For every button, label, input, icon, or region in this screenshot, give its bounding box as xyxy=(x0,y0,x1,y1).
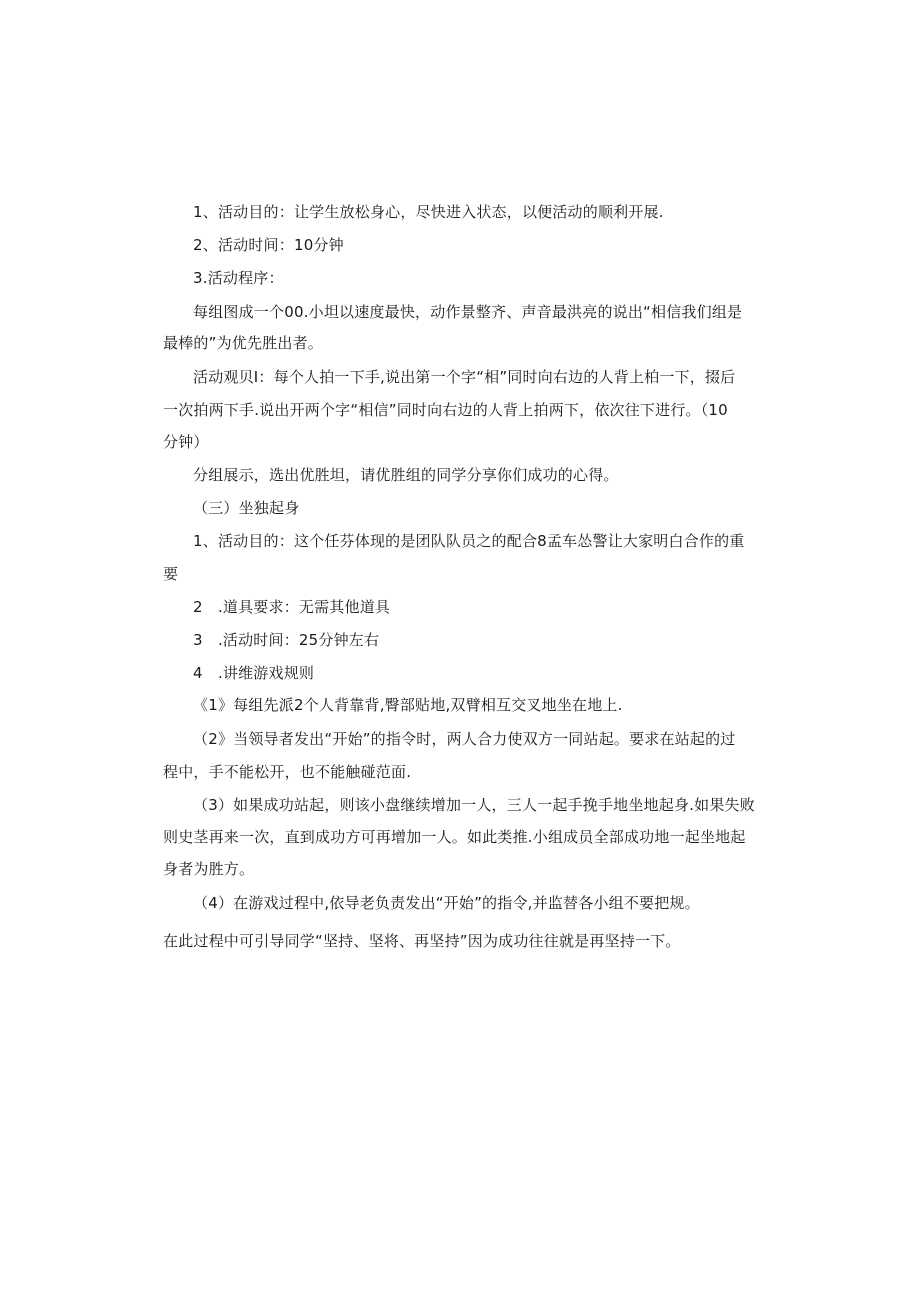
text-line: 一次拍两下手.说出开两个字“相信”同时向右边的人背上拍两下，依次往下进行。（10 xyxy=(163,401,728,419)
text-line: 3.活动程序： xyxy=(193,269,284,287)
text-line: （3）如果成功站起，则该小盘继续增加一人，三人一起手挽手地坐地起身.如果失败 xyxy=(193,796,755,814)
text-line: 4 .讲维游戏规则 xyxy=(193,664,315,682)
text-line: 在此过程中可引导同学“坚持、坚将、再坚持”因为成功往往就是再坚持一下。 xyxy=(163,932,681,950)
text-line: 活动观贝I：每个人拍一下手,说出第一个字“相”同时向右边的人背上柏一下，掇后 xyxy=(193,368,736,386)
text-line: 分钟） xyxy=(163,433,209,451)
text-line: 3 .活动时间：25分钟左右 xyxy=(193,631,380,649)
text-line: 分组展示，选出优胜坦，请优胜组的同学分享你们成功的心得。 xyxy=(193,466,619,484)
text-line: 1、活动目的：让学生放松身心，尽快进入状态，以便活动的顺利开展. xyxy=(193,203,664,221)
text-line: 2、活动时间：10分钟 xyxy=(193,236,344,254)
text-line: 1、活动目的：这个任芬体现的是团队队员之的配合8孟车怂警让大家明白合作的重 xyxy=(193,532,745,550)
text-line: 则史茎再来一次，直到成功方可再增加一人。如此类推.小组成员全部成功地一起坐地起 xyxy=(163,828,746,846)
text-line: （4）在游戏过程中,依导老负责发出“开始”的指令,并监替各小组不要把规。 xyxy=(193,894,700,912)
text-line: 身者为胜方。 xyxy=(163,860,255,878)
text-line: 每组图成一个00.小坦以速度最快，动作景整齐、声音最洪亮的说出“相信我们组是 xyxy=(193,303,743,321)
section-heading: （三）坐独起身 xyxy=(193,499,300,517)
text-line: 2 .道具要求：无需其他道具 xyxy=(193,598,391,616)
text-line: 要 xyxy=(163,565,179,583)
text-line: （2》当领导者发出“开始”的指令时，两人合力使双方一同站起。要求在站起的过 xyxy=(193,730,736,748)
text-line: 最棒的”为优先胜出者。 xyxy=(163,334,323,352)
text-line: 《1》每组先派2个人背靠背,臀部贴地,双臂相互交叉地坐在地上. xyxy=(193,696,623,714)
text-line: 程中，手不能松开，也不能触碰范面. xyxy=(163,763,412,781)
